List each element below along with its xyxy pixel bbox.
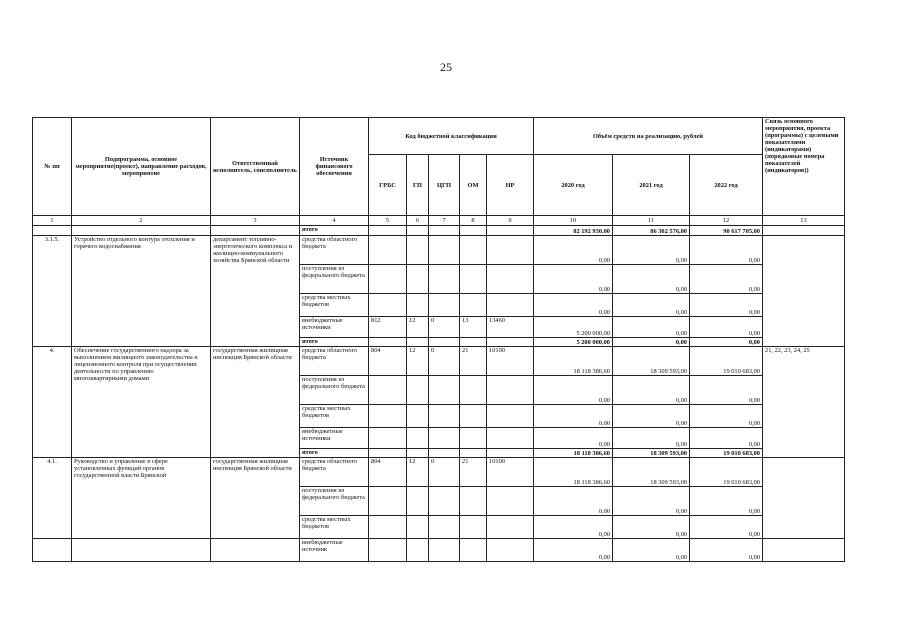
header-sub-1: ГП	[407, 155, 429, 216]
code-om	[460, 265, 487, 294]
code-cgp	[429, 236, 460, 265]
code-grbs	[369, 487, 407, 516]
code-cgp: 0	[429, 458, 460, 487]
source-cell: итого	[300, 338, 369, 347]
value-2022: 0,00	[690, 376, 763, 405]
header-volume: Объём средств на реализацию, рублей	[534, 118, 763, 155]
value-2021: 0,00	[613, 236, 690, 265]
value-2020: 0,00	[534, 516, 613, 539]
code-gp: 12	[407, 317, 429, 338]
column-number: 4	[300, 216, 369, 226]
table-row	[33, 226, 845, 236]
source-cell: внебюджетные источники	[300, 317, 369, 338]
code-gp	[407, 236, 429, 265]
value-2020: 0,00	[534, 294, 613, 317]
value-2020: 18 118 386,60	[534, 347, 613, 376]
value-2020: 0,00	[534, 265, 613, 294]
column-number: 11	[613, 216, 690, 226]
value-2022: 0,00	[690, 516, 763, 539]
item-number: 4.1.	[33, 458, 72, 539]
code-nr	[487, 265, 534, 294]
empty-cell	[763, 226, 845, 236]
source-cell: средства областного бюджета	[300, 458, 369, 487]
source-cell: средства областного бюджета	[300, 236, 369, 265]
column-number: 7	[429, 216, 460, 226]
value-2022: 0,00	[690, 487, 763, 516]
header-executor: Ответственный исполнитель, соисполнитель	[211, 118, 300, 216]
value-2021: 18 309 593,00	[613, 347, 690, 376]
empty-cell	[369, 449, 407, 458]
value-2021: 18 309 593,00	[613, 458, 690, 487]
item-executor: государственная жилищная инспекция Брянской области	[211, 458, 300, 539]
code-grbs: 804	[369, 458, 407, 487]
code-gp	[407, 428, 429, 449]
code-grbs	[369, 294, 407, 317]
header-link: Связь основного мероприятия, проекта (программы) с целевыми показателями (индикаторами) (порядковые номера показателей (индикаторов))	[763, 118, 845, 216]
code-om	[460, 539, 487, 562]
column-number: 8	[460, 216, 487, 226]
table-row	[33, 236, 845, 265]
code-nr	[487, 539, 534, 562]
empty-cell	[487, 449, 534, 458]
item-name: Руководство и управление в сфере установленных функций органов государственной власти Брянской	[72, 458, 211, 539]
empty-cell	[429, 338, 460, 347]
code-cgp	[429, 265, 460, 294]
value-2020: 0,00	[534, 405, 613, 428]
empty-cell	[407, 338, 429, 347]
code-cgp	[429, 539, 460, 562]
value-2022: 0,00	[690, 294, 763, 317]
value-2021: 0,00	[613, 516, 690, 539]
source-cell: поступления из федерального бюджета	[300, 376, 369, 405]
empty-cell	[460, 449, 487, 458]
item-name: Устройство отдельного контура отопления и горячего водоснабжения	[72, 236, 211, 347]
header-sub-2: ЦГП	[429, 155, 460, 216]
code-om	[460, 405, 487, 428]
value-2020: 0,00	[534, 236, 613, 265]
code-nr	[487, 405, 534, 428]
code-gp	[407, 265, 429, 294]
table-row	[33, 539, 845, 562]
item-number: 3.1.5.	[33, 236, 72, 347]
value-2020: 0,00	[534, 376, 613, 405]
source-cell: поступления из федерального бюджета	[300, 487, 369, 516]
code-om	[460, 236, 487, 265]
source-cell: средства местных бюджетов	[300, 405, 369, 428]
value-2020: 0,00	[534, 487, 613, 516]
column-number: 3	[211, 216, 300, 226]
code-gp	[407, 487, 429, 516]
item-executor: государственная жилищная инспекция Брянской области	[211, 347, 300, 458]
code-grbs	[369, 516, 407, 539]
value-2022: 0,00	[690, 265, 763, 294]
indicator-link	[763, 236, 845, 347]
column-number: 12	[690, 216, 763, 226]
code-nr: 13460	[487, 317, 534, 338]
code-grbs	[369, 539, 407, 562]
empty-cell	[369, 338, 407, 347]
code-om	[460, 376, 487, 405]
code-cgp	[429, 516, 460, 539]
code-om	[460, 487, 487, 516]
code-grbs	[369, 236, 407, 265]
empty-cell	[369, 226, 407, 236]
code-gp	[407, 376, 429, 405]
code-gp	[407, 294, 429, 317]
value-2020: 18 118 386,60	[534, 458, 613, 487]
value-2020: 0,00	[534, 539, 613, 562]
item-executor: департамент топливно-энергетического комплекса и жилищно-коммунального хозяйства Брянской области	[211, 236, 300, 347]
code-nr: 10100	[487, 347, 534, 376]
code-nr	[487, 236, 534, 265]
empty-cell	[429, 226, 460, 236]
code-grbs	[369, 405, 407, 428]
code-om	[460, 428, 487, 449]
header-sub-4: НР	[487, 155, 534, 216]
header-sub-6: 2021 год	[613, 155, 690, 216]
code-om	[460, 294, 487, 317]
value-2021: 0,00	[613, 265, 690, 294]
code-gp: 12	[407, 347, 429, 376]
value-2022: 0,00	[690, 338, 763, 347]
source-cell: поступления из федерального бюджета	[300, 265, 369, 294]
code-om: 21	[460, 347, 487, 376]
code-gp	[407, 405, 429, 428]
source-cell: средства областного бюджета	[300, 347, 369, 376]
value-2022: 0,00	[690, 236, 763, 265]
source-cell: внебюджетные источник	[300, 539, 369, 562]
value-2022: 19 010 683,00	[690, 458, 763, 487]
code-gp: 12	[407, 458, 429, 487]
column-number: 9	[487, 216, 534, 226]
code-cgp: 0	[429, 317, 460, 338]
value-2022: 19 010 683,00	[690, 449, 763, 458]
empty-cell	[407, 226, 429, 236]
page-number: 25	[440, 60, 452, 74]
empty-cell	[487, 338, 534, 347]
value-2021: 86 302 576,00	[613, 226, 690, 236]
code-grbs: 804	[369, 347, 407, 376]
column-number: 1	[33, 216, 72, 226]
value-2022: 0,00	[690, 317, 763, 338]
header-sub-5: 2020 год	[534, 155, 613, 216]
code-cgp	[429, 294, 460, 317]
header-num: № пп	[33, 118, 72, 216]
code-nr	[487, 487, 534, 516]
empty-cell	[487, 226, 534, 236]
value-2022: 90 617 705,00	[690, 226, 763, 236]
source-cell: внебюджетные источники	[300, 428, 369, 449]
table-row	[33, 347, 845, 376]
value-2021: 0,00	[613, 428, 690, 449]
header-sub-7: 2022 год	[690, 155, 763, 216]
value-2020: 5 200 000,00	[534, 338, 613, 347]
code-nr: 10100	[487, 458, 534, 487]
code-nr	[487, 376, 534, 405]
code-gp	[407, 539, 429, 562]
code-grbs	[369, 428, 407, 449]
header-sub-3: ОМ	[460, 155, 487, 216]
code-om: 13	[460, 317, 487, 338]
empty-cell	[407, 449, 429, 458]
source-cell: средства местных бюджетов	[300, 294, 369, 317]
column-number: 5	[369, 216, 407, 226]
empty-cell	[429, 449, 460, 458]
value-2021: 0,00	[613, 487, 690, 516]
code-grbs	[369, 376, 407, 405]
value-2020: 18 118 386,60	[534, 449, 613, 458]
source-cell: средства местных бюджетов	[300, 516, 369, 539]
value-2021: 0,00	[613, 317, 690, 338]
column-number: 13	[763, 216, 845, 226]
code-cgp	[429, 405, 460, 428]
empty-cell	[460, 338, 487, 347]
budget-table	[32, 117, 845, 562]
value-2021: 0,00	[613, 294, 690, 317]
value-2022: 0,00	[690, 539, 763, 562]
source-cell: итого	[300, 449, 369, 458]
value-2021: 0,00	[613, 338, 690, 347]
column-number: 10	[534, 216, 613, 226]
header-source: Источник финансового обеспечения	[300, 118, 369, 216]
indicator-link	[763, 458, 845, 539]
code-cgp	[429, 376, 460, 405]
value-2022: 0,00	[690, 405, 763, 428]
item-number	[33, 539, 72, 562]
column-number: 6	[407, 216, 429, 226]
empty-cell	[72, 226, 211, 236]
item-number: 4.	[33, 347, 72, 458]
value-2022: 0,00	[690, 428, 763, 449]
column-number: 2	[72, 216, 211, 226]
code-nr	[487, 516, 534, 539]
value-2020: 82 192 930,00	[534, 226, 613, 236]
code-grbs: 812	[369, 317, 407, 338]
source-cell: итого	[300, 226, 369, 236]
value-2021: 0,00	[613, 376, 690, 405]
code-gp	[407, 516, 429, 539]
code-nr	[487, 294, 534, 317]
table-row	[33, 458, 845, 487]
header-sub-0: ГРБС	[369, 155, 407, 216]
empty-cell	[460, 226, 487, 236]
value-2020: 5 200 000,00	[534, 317, 613, 338]
code-om	[460, 516, 487, 539]
indicator-link	[763, 539, 845, 562]
header-name: Подпрограмма, основное мероприятие(проект), направление расходов, мероприятие	[72, 118, 211, 216]
code-grbs	[369, 265, 407, 294]
empty-cell	[33, 226, 72, 236]
item-name	[72, 539, 211, 562]
value-2022: 19 010 683,00	[690, 347, 763, 376]
value-2021: 0,00	[613, 405, 690, 428]
value-2021: 18 309 593,00	[613, 449, 690, 458]
indicator-link: 21, 22, 23, 24, 25	[763, 347, 845, 458]
code-nr	[487, 428, 534, 449]
code-cgp	[429, 428, 460, 449]
item-name: Обеспечение государственного надзора за выполнением жилищного законодательства и лицензионного контроля при осуществлении деятельности по управлению многоквартирными домами	[72, 347, 211, 458]
empty-cell	[211, 226, 300, 236]
item-executor	[211, 539, 300, 562]
header-budget-code: Код бюджетной классификации	[369, 118, 534, 155]
code-om: 21	[460, 458, 487, 487]
value-2020: 0,00	[534, 428, 613, 449]
code-cgp: 0	[429, 347, 460, 376]
value-2021: 0,00	[613, 539, 690, 562]
code-cgp	[429, 487, 460, 516]
